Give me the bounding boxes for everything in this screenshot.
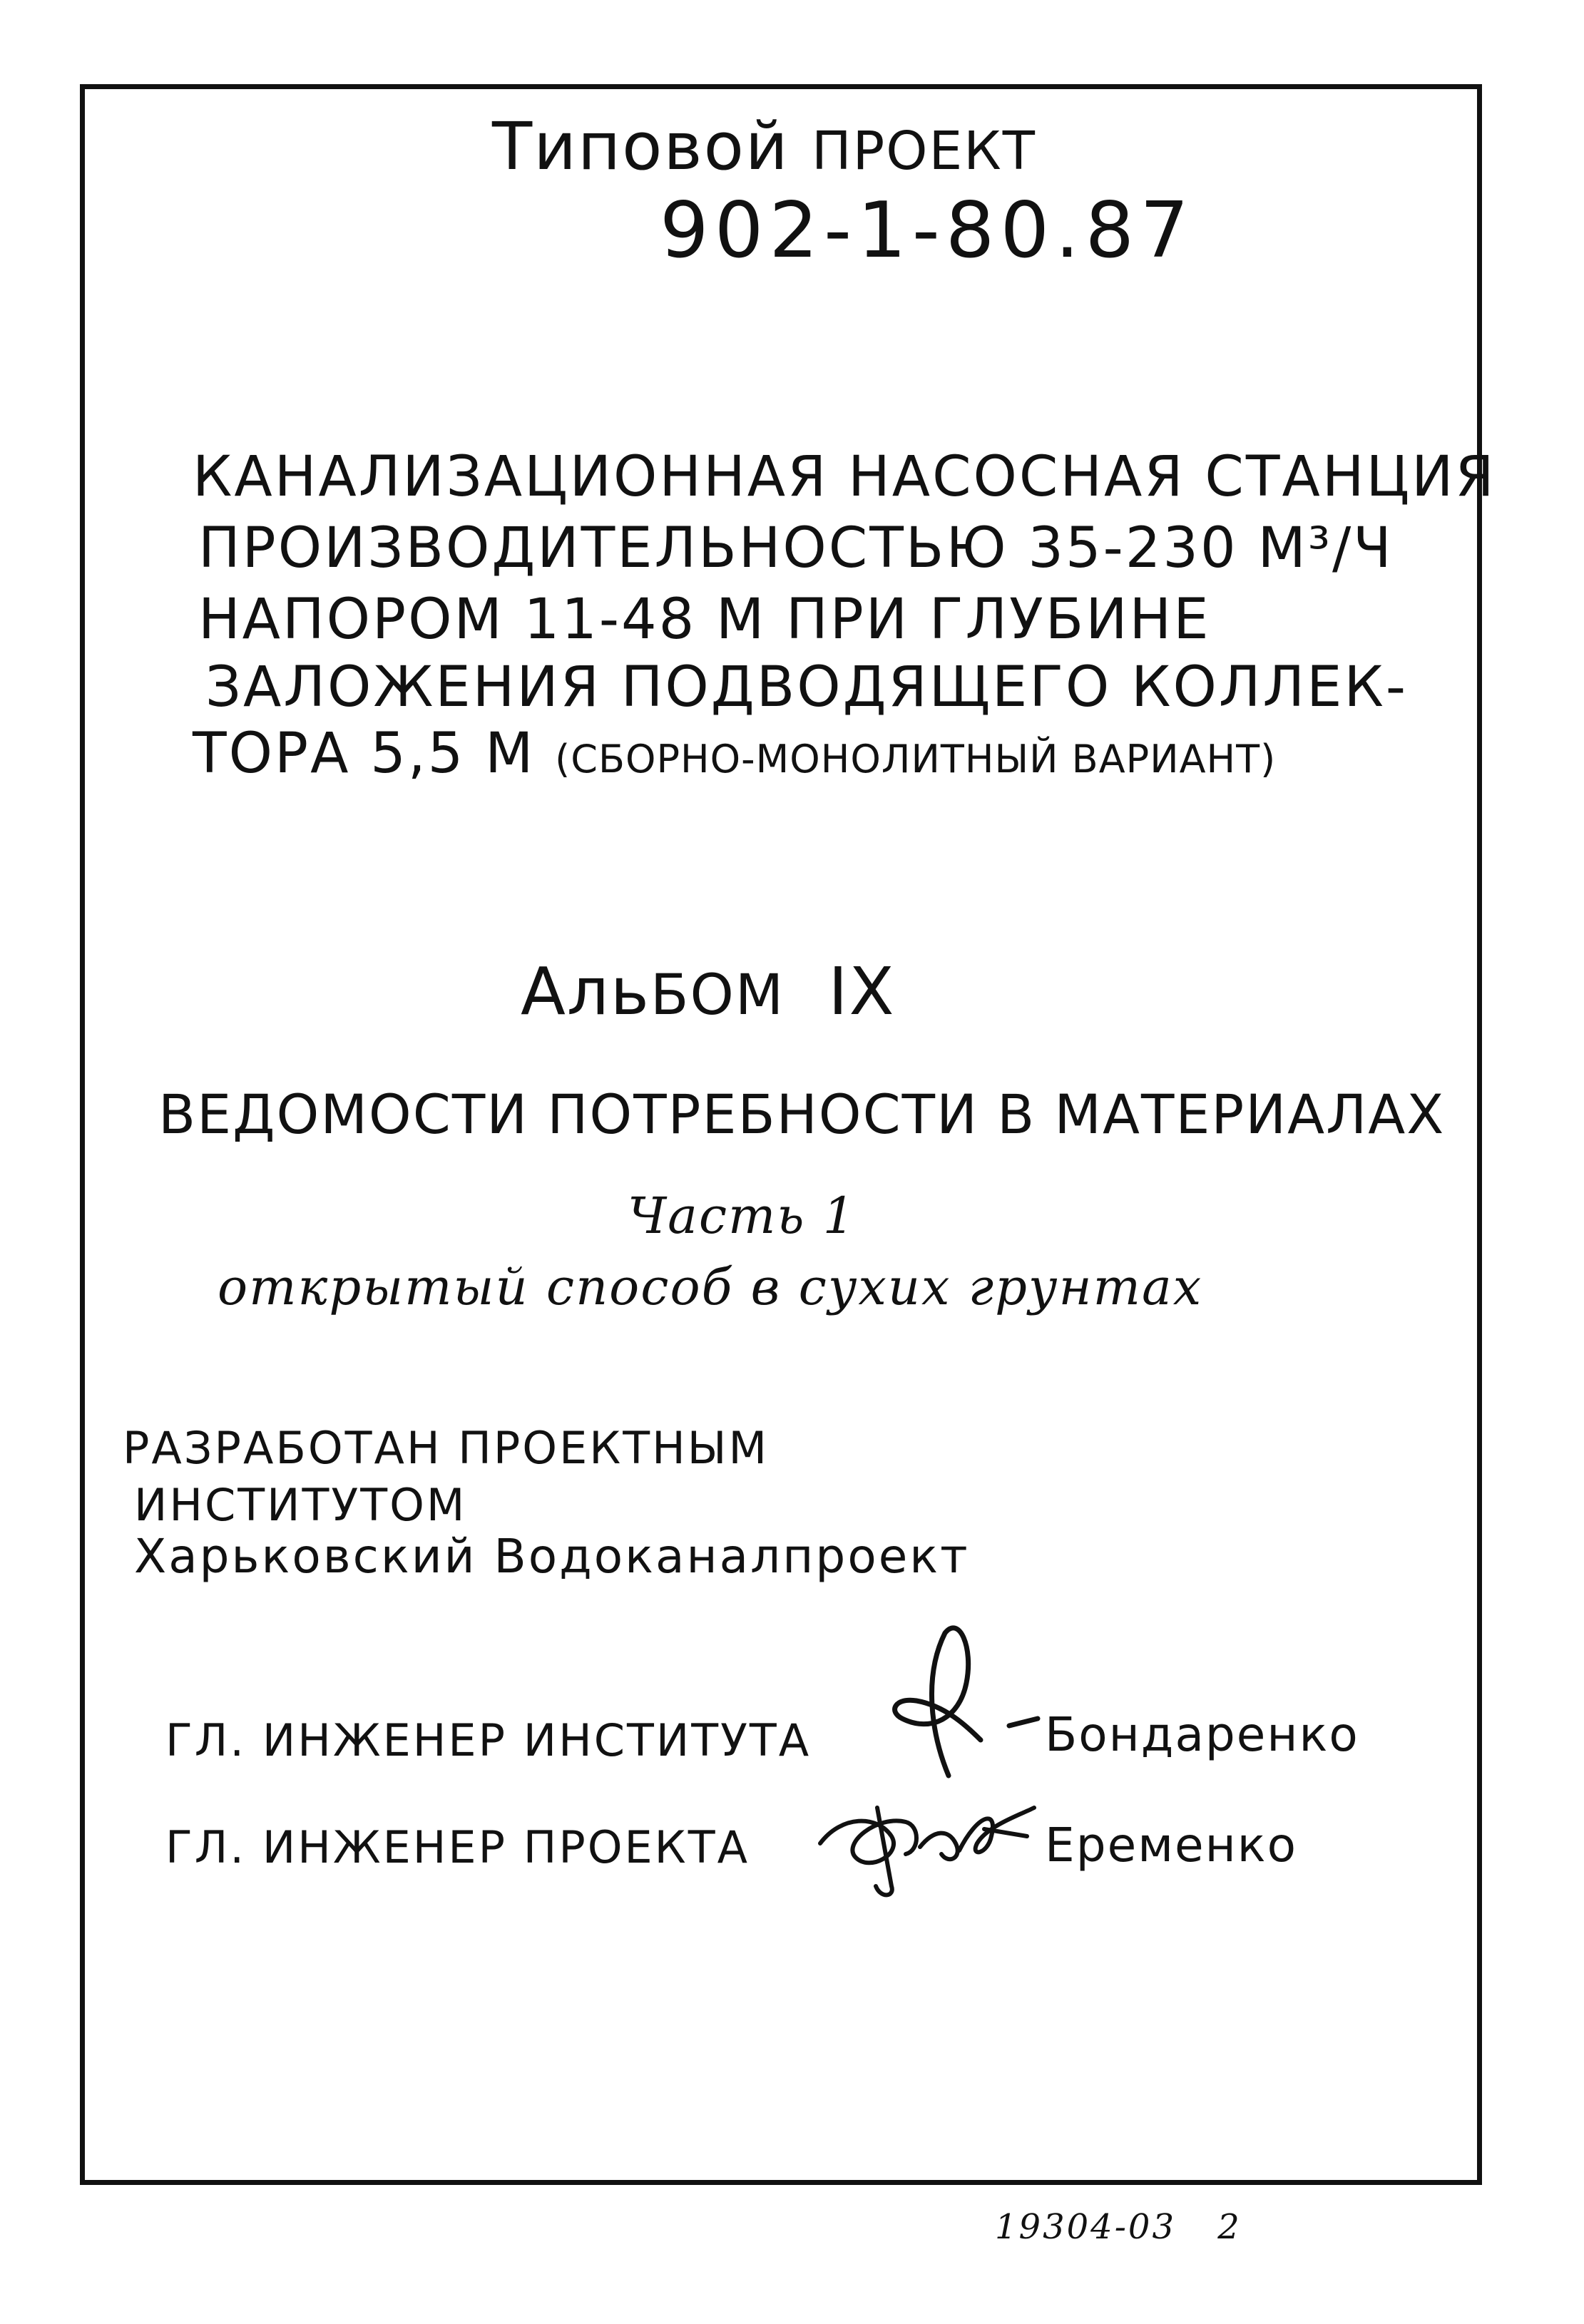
project-label-word-1: Типовой <box>492 108 790 185</box>
archive-code: 19304-03 <box>995 2207 1176 2247</box>
title-line-5-main: ТОРА 5,5 М <box>193 722 536 786</box>
signature-role-chief-institute: ГЛ. ИНЖЕНЕР ИНСТИТУТА <box>165 1714 812 1766</box>
title-line-2: ПРОИЗВОДИТЕЛЬНОСТЬЮ 35-230 М³/Ч <box>198 516 1394 580</box>
album-label-first: Аль <box>521 953 650 1030</box>
album-number: IX <box>828 953 896 1030</box>
album-method: открытый способ в сухих грунтах <box>218 1258 1203 1316</box>
signature-name-bondarenko: Бондаренко <box>1045 1707 1359 1762</box>
developer-line-2: ИНСТИТУТОМ <box>134 1479 467 1531</box>
title-line-5 <box>193 722 1277 786</box>
variant-note: (СБОРНО-МОНОЛИТНЫЙ ВАРИАНТ) <box>555 737 1277 782</box>
title-line-3: НАПОРОМ 11-48 М ПРИ ГЛУБИНЕ <box>198 588 1211 652</box>
developer-line-3: Харьковский Водоканалпроект <box>134 1529 970 1584</box>
album-label-rest: БОМ <box>650 963 785 1028</box>
signature-role-chief-project: ГЛ. ИНЖЕНЕР ПРОЕКТА <box>165 1821 750 1873</box>
footer-code <box>995 2207 1242 2247</box>
title-line-1: КАНАЛИЗАЦИОННАЯ НАСОСНАЯ СТАНЦИЯ <box>193 445 1496 509</box>
album-part: Часть 1 <box>628 1187 857 1245</box>
handwritten-signature-2 <box>813 1786 1041 1900</box>
project-label-word-2: ПРОЕКТ <box>811 121 1036 182</box>
project-label <box>492 108 1036 185</box>
page-number: 2 <box>1217 2207 1242 2247</box>
title-line-4: ЗАЛОЖЕНИЯ ПОДВОДЯЩЕГО КОЛЛЕК- <box>205 655 1408 720</box>
handwritten-signature-1 <box>881 1619 1045 1783</box>
project-number: 902-1-80.87 <box>660 186 1195 275</box>
album-statement: ВЕДОМОСТИ ПОТРЕБНОСТИ В МАТЕРИАЛАХ <box>158 1082 1446 1146</box>
album-heading <box>521 953 896 1030</box>
developer-line-1: РАЗРАБОТАН ПРОЕКТНЫМ <box>123 1422 769 1474</box>
signature-name-eremenko: Еременко <box>1045 1818 1297 1873</box>
